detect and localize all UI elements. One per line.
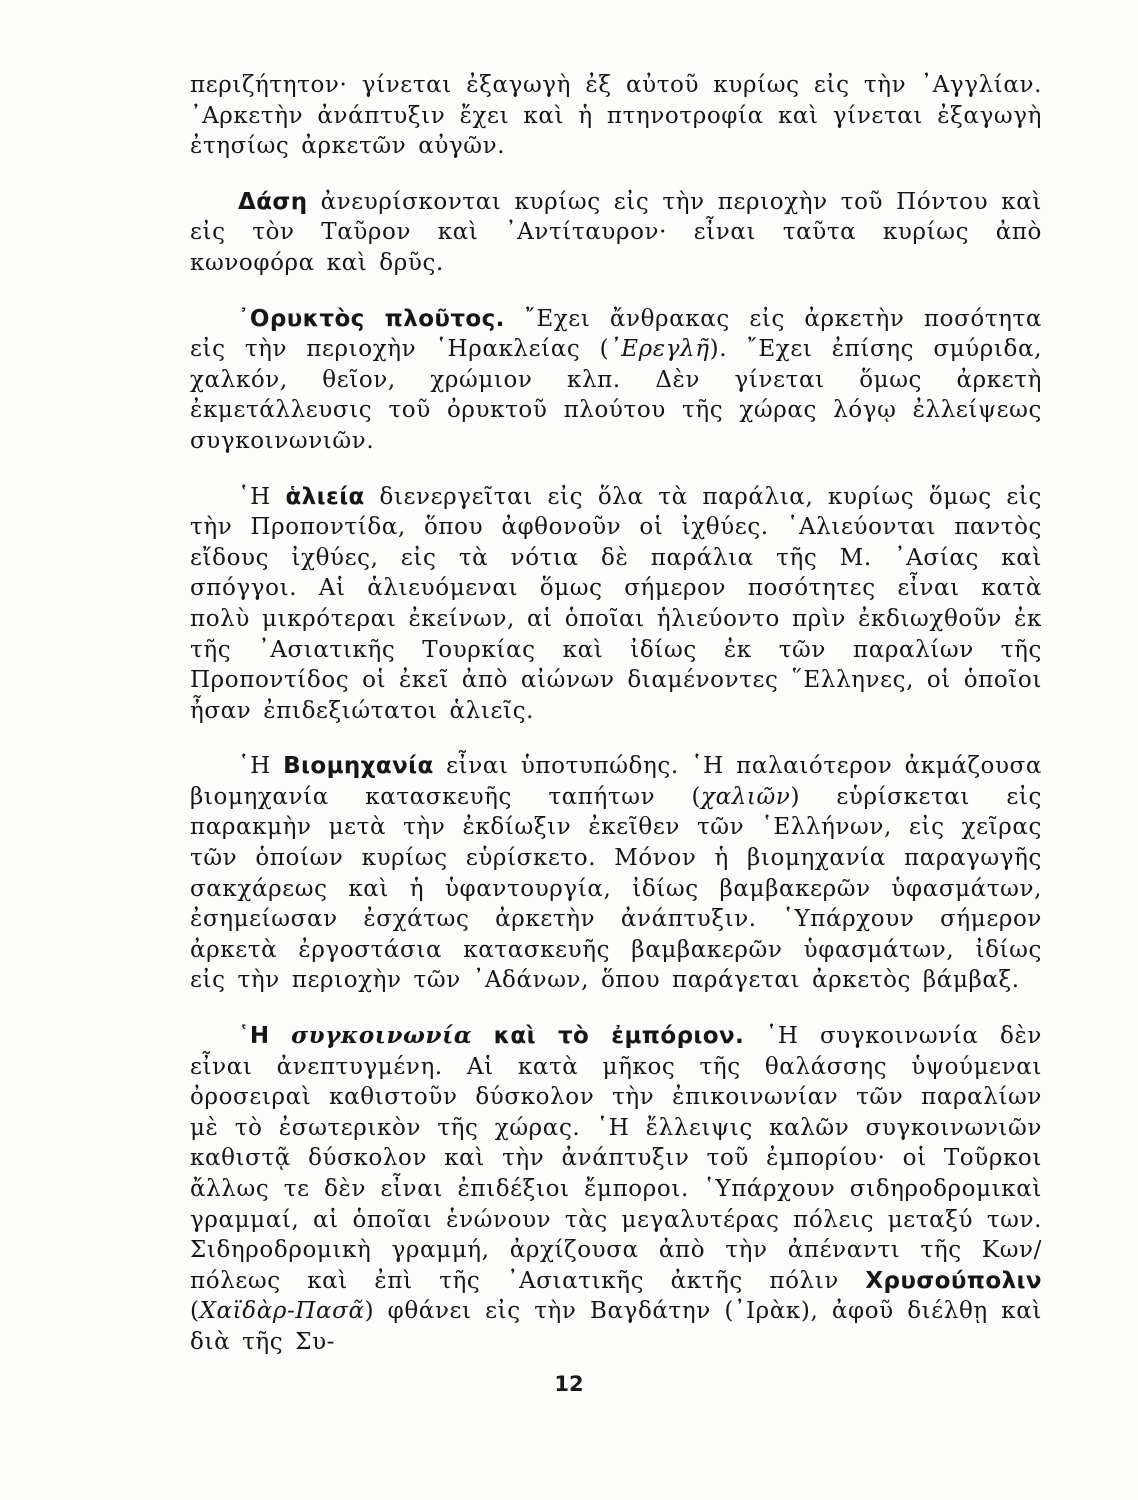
paragraph-text: ἀνευρίσκονται κυρίως εἰς τὴν περιοχὴν τοῦ Πόντου καὶ εἰς τὸν Ταῦρον καὶ ᾿Αντίταυρον· εἶναι ταῦτα κυρίως ἀπὸ κωνοφόρα καὶ δρῦς. — [190, 188, 1042, 276]
page-number: 12 — [554, 1372, 584, 1396]
paragraph-text: ῾Η συγκοινωνία δὲν εἶναι ἀνεπτυγμένη. Αἱ κατὰ μῆκος τῆς θαλάσσης ὑψούμεναι ὀροσειραὶ καθιστοῦν δύσκολον τὴν ἐπικοινωνίαν τῶν παραλίων μὲ τὸ ἐσωτερικὸν τῆς χώρας. ῾Η ἔλλειψις καλῶν συγκοινωνιῶν καθιστᾷ δύσκολον καὶ τὴν ἀνάπτυξιν τοῦ ἐμπορίου· οἱ Τοῦρκοι ἄλλως τε δὲν εἶναι ἐπιδέξιοι ἔμποροι. ῾Υπάρχουν σιδηροδρομικαὶ γραμμαί, αἱ ὁποῖαι ἑνώνουν τὰς μεγαλυτέρας πόλεις μεταξύ των. Σιδηροδρομικὴ γραμμή, ἀρχίζουσα ἀπὸ τὴν ἀπέναντι τῆς Κων/πόλεως καὶ ἐπὶ τῆς ᾿Ασιατικῆς ἀκτῆς πόλιν — [190, 1023, 1042, 1294]
section-heading-mineral-wealth: ᾿Ορυκτὸς πλοῦτος. — [238, 305, 505, 332]
paragraph-agriculture-end — [190, 70, 1042, 162]
paragraph-industry — [190, 751, 1042, 996]
section-heading-forests: Δάση — [238, 188, 308, 215]
paragraph-text: εἶναι ὑποτυπώδης. ῾Η παλαιότερον ἀκμάζουσα βιομηχανία κατασκευῆς ταπήτων ( — [190, 753, 1042, 810]
paragraph-text: ). ῎Εχει ἐπίσης σμύριδα, χαλκόν, θεῖον, χρώμιον κλπ. Δὲν γίνεται ὅμως ἀρκετὴ ἐκμετάλλευσις τοῦ ὀρυκτοῦ πλούτου τῆς χώρας λόγῳ ἐλλείψεως συγκοινωνιῶν. — [190, 336, 1042, 454]
bold-place-name: Χρυσούπολιν — [865, 1267, 1042, 1294]
paragraph-text: ) φθάνει εἰς τὴν Βαγδάτην (᾿Ιρὰκ), ἀφοῦ διέλθῃ καὶ διὰ τῆς Συ- — [190, 1298, 1042, 1355]
italic-place-name: ᾿Ερεγλῆ — [609, 336, 710, 363]
section-heading-fishing: ἁλιεία — [285, 483, 365, 510]
italic-term: χαλιῶν — [701, 783, 791, 810]
paragraph-lead: ῾Η — [238, 483, 271, 510]
section-heading-lead: ῾Η — [238, 1023, 270, 1050]
section-heading-communication: συγκοινωνία — [291, 1022, 473, 1050]
paragraph-forests — [190, 187, 1042, 279]
body-text — [190, 70, 1042, 1358]
paragraph-communication-trade — [190, 1021, 1042, 1358]
paragraph-text: περιζήτητον· γίνεται ἐξαγωγὴ ἐξ αὐτοῦ κυρίως εἰς τὴν ᾿Αγγλίαν. ᾿Αρκετὴν ἀνάπτυξιν ἔχει καὶ ἡ πτηνοτροφία καὶ γίνεται ἐξαγωγὴ ἐτησίως ἀρκετῶν αὐγῶν. — [190, 72, 1042, 160]
paragraph-text: ) εὑρίσκεται εἰς παρακμὴν μετὰ τὴν ἐκδίωξιν ἐκεῖθεν τῶν ῾Ελλήνων, εἰς χεῖρας τῶν ὁποίων κυρίως εὑρίσκετο. Μόνον ἡ βιομηχανία παραγωγῆς σακχάρεως καὶ ἡ ὑφαντουργία, ἰδίως βαμβακερῶν ὑφασμάτων, ἐσημείωσαν ἐσχάτως ἀρκετὴν ἀνάπτυξιν. ῾Υπάρχουν σήμερον ἀρκετὰ ἐργοστάσια κατασκευῆς βαμβακερῶν ὑφασμάτων, ἰδίως εἰς τὴν περιοχὴν τῶν ᾿Αδάνων, ὅπου παράγεται ἀρκετὸς βάμβαξ. — [190, 783, 1042, 994]
paragraph-text: ῎Εχει ἄνθρακας εἰς ἀρκετὴν ποσότητα εἰς τὴν περιοχὴν ῾Ηρακλείας ( — [190, 305, 1042, 363]
section-heading-trade: καὶ τὸ ἐμπόριον. — [493, 1023, 745, 1050]
italic-place-name: Χαϊδὰρ-Πασᾶ — [199, 1298, 365, 1325]
section-heading-industry: Βιομηχανία — [283, 753, 434, 780]
paragraph-lead: ῾Η — [238, 753, 271, 780]
paragraph-mineral-wealth — [190, 304, 1042, 457]
paragraph-text: ( — [190, 1298, 200, 1325]
paragraph-fishing — [190, 482, 1042, 727]
paragraph-text: διενεργεῖται εἰς ὅλα τὰ παράλια, κυρίως ὅμως εἰς τὴν Προποντίδα, ὅπου ἀφθονοῦν οἱ ἰχθύες. ῾Αλιεύονται παντὸς εἴδους ἰχθύες, εἰς τὰ νότια δὲ παράλια τῆς Μ. ᾿Ασίας καὶ σπόγγοι. Αἱ ἁλιευόμεναι ὅμως σήμερον ποσότητες εἶναι κατὰ πολὺ μικρότεραι ἐκείνων, αἱ ὁποῖαι ἡλιεύοντο πρὶν ἐκδιωχθοῦν ἐκ τῆς ᾿Ασιατικῆς Τουρκίας καὶ ἰδίως ἐκ τῶν παραλίων τῆς Προποντίδος οἱ ἐκεῖ ἀπὸ αἰώνων διαμένοντες ῞Ελληνες, οἱ ὁποῖοι ἦσαν ἐπιδεξιώτατοι ἁλιεῖς. — [190, 483, 1043, 724]
